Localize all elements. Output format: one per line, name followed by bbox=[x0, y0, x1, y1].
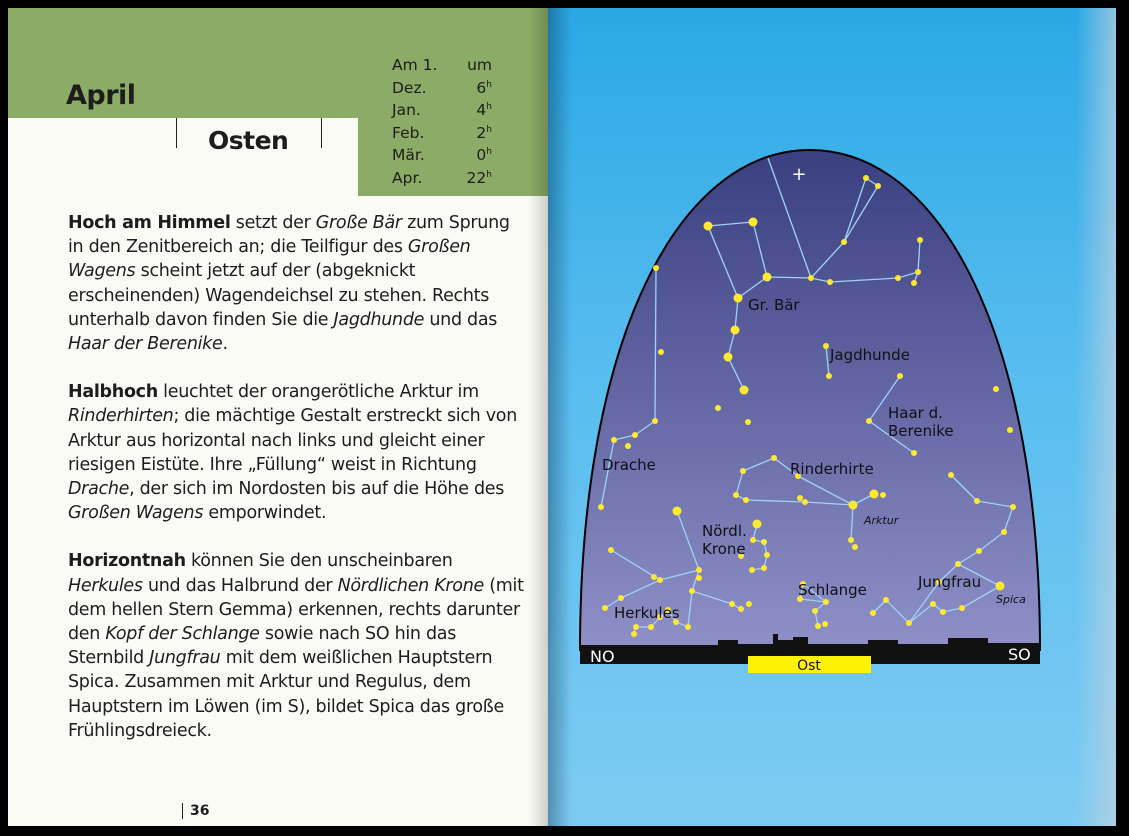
star bbox=[940, 609, 946, 615]
text-run: leuchtet der orangerötliche Arktur im bbox=[157, 382, 479, 403]
italic-term: Großen Wagens bbox=[68, 237, 471, 282]
star bbox=[823, 599, 829, 605]
label-gr-baer: Gr. Bär bbox=[748, 296, 800, 314]
label-ost: Ost bbox=[797, 658, 821, 674]
bold-lead: Hoch am Himmel bbox=[68, 213, 231, 233]
star bbox=[625, 443, 631, 449]
hour-unit: h bbox=[486, 146, 492, 157]
star bbox=[866, 418, 872, 424]
time-table-row bbox=[392, 101, 492, 124]
star bbox=[870, 610, 876, 616]
star bbox=[883, 597, 889, 603]
sky-map bbox=[568, 140, 1048, 674]
time-table-hour bbox=[476, 79, 492, 97]
italic-term: Jagdhunde bbox=[333, 309, 425, 330]
text-run: zum Sprung in den Zenitbereich an; die Teilfigur des bbox=[68, 213, 510, 258]
zenith-cross-icon: + bbox=[791, 164, 807, 185]
body-text bbox=[68, 211, 528, 767]
text-run: (mit dem hellen Stern Gemma) erkennen, rechts darunter den bbox=[68, 575, 524, 645]
star bbox=[870, 490, 879, 499]
italic-term: Nördlichen Krone bbox=[337, 575, 484, 596]
label-rinderhirte: Rinderhirte bbox=[790, 460, 874, 478]
direction-title: Osten bbox=[208, 126, 289, 155]
star bbox=[749, 218, 758, 227]
time-table-month: Apr. bbox=[392, 168, 423, 187]
time-table-header-date: Am 1. bbox=[392, 56, 438, 74]
star bbox=[738, 606, 744, 612]
paragraph bbox=[68, 211, 528, 356]
text-run: mit dem weißlichen Hauptstern Spica. Zusammen mit Arktur und Regulus, dem Hauptstern im Löwen (im S), bildet Spica das große Frühlingsdreieck. bbox=[68, 648, 504, 741]
star bbox=[631, 631, 637, 637]
star bbox=[915, 269, 921, 275]
star bbox=[731, 326, 740, 335]
star bbox=[673, 507, 682, 516]
page-number: 36 bbox=[182, 803, 209, 819]
label-noerdl-krone-1: Nördl. bbox=[702, 522, 747, 540]
page-gutter-shadow bbox=[528, 8, 548, 826]
star bbox=[822, 621, 828, 627]
left-page bbox=[8, 8, 548, 826]
time-table-hour bbox=[467, 169, 492, 187]
star bbox=[955, 561, 961, 567]
hour-value: 4 bbox=[476, 101, 487, 119]
star bbox=[763, 273, 772, 282]
label-herkules: Herkules bbox=[614, 604, 680, 622]
star bbox=[657, 577, 663, 583]
star bbox=[729, 601, 735, 607]
star bbox=[1001, 529, 1007, 535]
label-so: SO bbox=[1008, 645, 1031, 664]
star bbox=[764, 552, 770, 558]
label-jagdhunde: Jagdhunde bbox=[830, 346, 910, 364]
label-arktur: Arktur bbox=[864, 514, 899, 527]
star bbox=[849, 501, 858, 510]
star bbox=[750, 537, 756, 543]
star bbox=[823, 343, 829, 349]
hour-value: 6 bbox=[476, 78, 487, 97]
hour-unit: h bbox=[486, 79, 492, 90]
hour-value: 22 bbox=[466, 168, 487, 187]
bold-lead: Horizontnah bbox=[68, 551, 186, 572]
star bbox=[658, 349, 664, 355]
star bbox=[602, 605, 608, 611]
time-table-header bbox=[392, 56, 492, 79]
text-run: . bbox=[222, 334, 228, 355]
time-table-row bbox=[392, 169, 492, 192]
star bbox=[685, 624, 691, 630]
italic-term: Jungfrau bbox=[149, 648, 221, 669]
star bbox=[598, 504, 604, 510]
paragraph bbox=[68, 380, 528, 525]
star bbox=[993, 386, 999, 392]
month-title: April bbox=[66, 80, 136, 111]
star bbox=[749, 567, 755, 573]
text-run: , der sich im Nordosten bis auf die Höhe des bbox=[129, 479, 505, 500]
label-haar-berenike-2: Berenike bbox=[888, 422, 954, 440]
italic-term: Herkules bbox=[68, 575, 143, 596]
hour-unit: h bbox=[486, 169, 492, 180]
italic-term: Große Bär bbox=[315, 213, 402, 233]
star bbox=[930, 601, 936, 607]
hour-unit: h bbox=[486, 101, 492, 112]
star bbox=[826, 373, 832, 379]
text-run: emporwindet. bbox=[203, 503, 327, 524]
text-run: und das Halbrund der bbox=[142, 575, 338, 596]
time-table-row bbox=[392, 146, 492, 169]
italic-term: Drache bbox=[68, 479, 130, 500]
text-run: ; die mächtige Gestalt erstreckt sich von Arktur aus horizontal nach links und gleicht einer riesigen Eistüte. Ihre „Füllung“ weist in Richtung bbox=[68, 406, 517, 475]
star bbox=[608, 547, 614, 553]
label-drache: Drache bbox=[602, 456, 656, 474]
time-table-hour bbox=[476, 101, 492, 119]
star bbox=[974, 498, 980, 504]
time-table-hour bbox=[476, 124, 492, 142]
text-run: scheint jetzt auf der (abgeknickt erscheinenden) Wagendeichsel zu stehen. Rechts unterhalb davon finden Sie die bbox=[68, 261, 490, 330]
star bbox=[808, 275, 814, 281]
star bbox=[797, 495, 803, 501]
star bbox=[648, 624, 654, 630]
star bbox=[976, 548, 982, 554]
star bbox=[696, 575, 702, 581]
star bbox=[895, 275, 901, 281]
label-schlange: Schlange bbox=[798, 581, 867, 599]
time-table-month: Feb. bbox=[392, 123, 425, 142]
time-table-header-time: um bbox=[467, 56, 492, 74]
label-no: NO bbox=[590, 647, 615, 666]
bold-lead: Halbhoch bbox=[68, 382, 158, 403]
star bbox=[802, 499, 808, 505]
star bbox=[917, 237, 923, 243]
star bbox=[745, 419, 751, 425]
star bbox=[652, 418, 658, 424]
star bbox=[611, 437, 617, 443]
italic-term: Großen Wagens bbox=[68, 503, 204, 524]
star bbox=[906, 620, 912, 626]
star bbox=[948, 472, 954, 478]
star bbox=[880, 492, 886, 498]
hour-value: 0 bbox=[476, 146, 487, 164]
text-run: können Sie den unscheinbaren bbox=[185, 551, 453, 572]
italic-term: Kopf der Schlange bbox=[105, 624, 260, 645]
star bbox=[740, 468, 746, 474]
star bbox=[618, 595, 624, 601]
star bbox=[897, 373, 903, 379]
star bbox=[740, 386, 749, 395]
star bbox=[715, 405, 721, 411]
paragraph bbox=[68, 549, 528, 743]
time-table-month: Mär. bbox=[392, 146, 425, 164]
star bbox=[633, 624, 639, 630]
text-run: setzt der bbox=[230, 213, 316, 233]
star bbox=[863, 175, 869, 181]
star bbox=[959, 605, 965, 611]
star bbox=[848, 537, 854, 543]
star bbox=[733, 492, 739, 498]
star bbox=[841, 239, 847, 245]
star bbox=[761, 539, 767, 545]
star bbox=[696, 567, 702, 573]
time-table-row bbox=[392, 79, 492, 102]
hour-value: 2 bbox=[476, 123, 487, 142]
italic-term: Haar der Berenike bbox=[68, 334, 223, 355]
text-run: und das bbox=[424, 309, 498, 330]
right-page bbox=[548, 8, 1116, 826]
star bbox=[812, 608, 818, 614]
star bbox=[1010, 504, 1016, 510]
star bbox=[651, 574, 657, 580]
star bbox=[653, 265, 659, 271]
star bbox=[996, 582, 1005, 591]
star bbox=[875, 183, 881, 189]
hour-unit: h bbox=[486, 124, 492, 135]
star bbox=[724, 353, 733, 362]
star bbox=[911, 450, 917, 456]
star bbox=[734, 294, 743, 303]
star bbox=[743, 497, 749, 503]
star bbox=[753, 520, 762, 529]
time-table-row bbox=[392, 124, 492, 147]
time-table-month: Jan. bbox=[392, 101, 421, 119]
time-table-hour bbox=[476, 146, 492, 164]
star bbox=[852, 544, 858, 550]
label-jungfrau: Jungfrau bbox=[918, 573, 982, 591]
label-haar-berenike-1: Haar d. bbox=[888, 404, 943, 422]
label-spica: Spica bbox=[996, 593, 1026, 606]
star bbox=[815, 623, 821, 629]
star bbox=[911, 280, 917, 286]
star bbox=[761, 565, 767, 571]
star bbox=[689, 588, 695, 594]
time-table bbox=[392, 56, 492, 191]
star bbox=[771, 455, 777, 461]
star bbox=[746, 601, 752, 607]
italic-term: Rinderhirten bbox=[68, 406, 174, 427]
star bbox=[827, 279, 833, 285]
page-edge bbox=[1076, 8, 1116, 826]
star bbox=[1007, 427, 1013, 433]
star bbox=[704, 222, 713, 231]
text-run: sowie nach SO hin das Sternbild bbox=[68, 624, 457, 669]
time-table-month: Dez. bbox=[392, 78, 427, 97]
star bbox=[632, 432, 638, 438]
label-noerdl-krone-2: Krone bbox=[702, 540, 746, 558]
